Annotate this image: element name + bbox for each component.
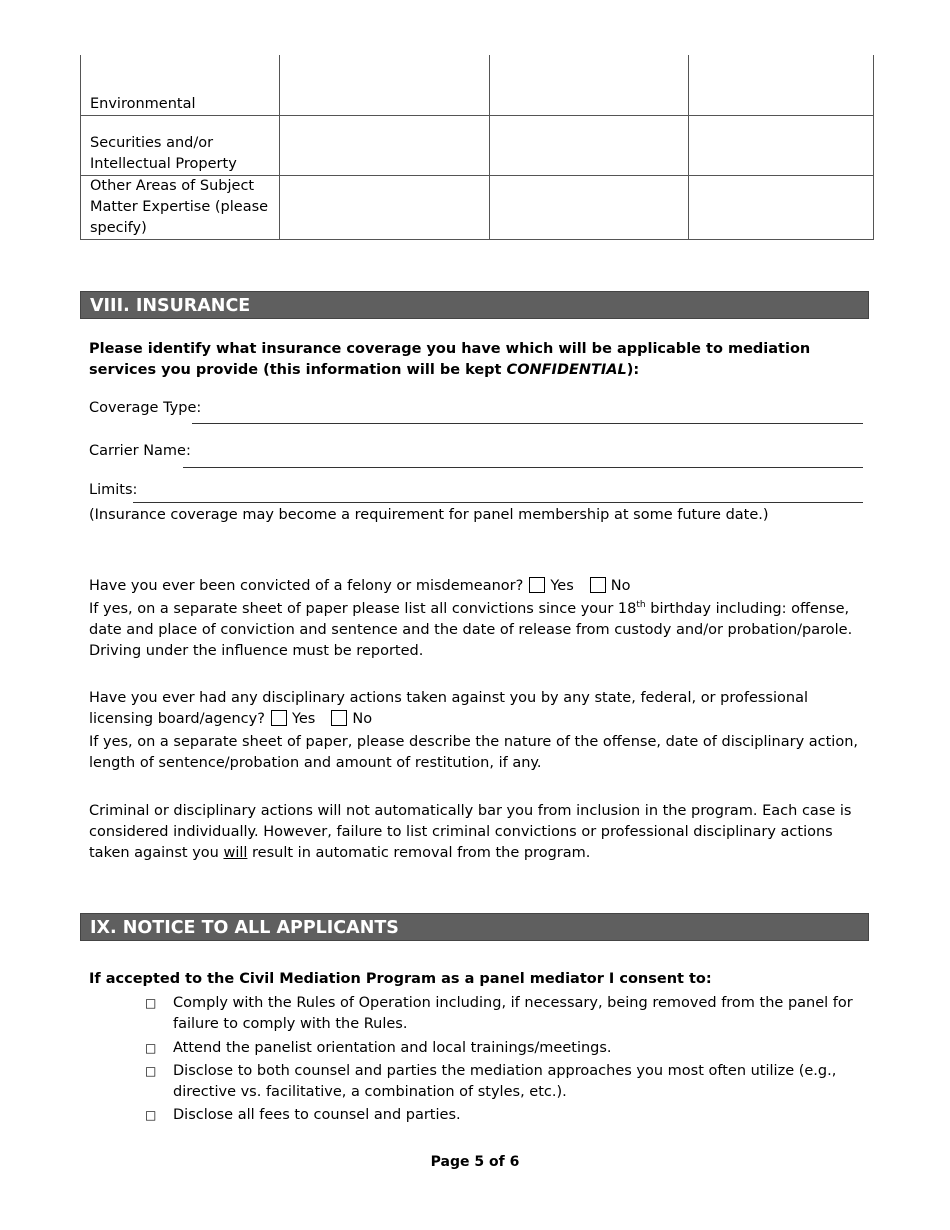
consent-item-text: Attend the panelist orientation and local trainings/meetings. — [173, 1040, 612, 1056]
table-cell[interactable] — [490, 55, 689, 116]
disciplinary-no-label: No — [352, 711, 373, 727]
table-cell[interactable] — [280, 55, 490, 116]
checkbox-bullet-icon: □ — [145, 1041, 157, 1055]
row-label-securities: Securities and/or Intellectual Property — [81, 116, 280, 176]
checkbox-bullet-icon: □ — [145, 1108, 157, 1122]
checkbox-bullet-icon: □ — [145, 1064, 157, 1078]
row-label-other-areas: Other Areas of Subject Matter Expertise (please specify) — [81, 176, 280, 240]
carrier-name-field[interactable] — [183, 467, 863, 468]
insurance-prompt-end: ): — [626, 362, 640, 378]
coverage-type-label: Coverage Type: — [89, 400, 202, 416]
consent-item-text: Disclose to both counsel and parties the mediation approaches you most often utilize (e.g., directive vs. facilitative, a combination of styles, etc.). — [173, 1063, 837, 1100]
page-number: Page 5 of 6 — [430, 1154, 520, 1170]
disciplinary-question: Have you ever had any disciplinary actions taken against you by any state, federal, or professional licensing board/agency? — [89, 690, 808, 727]
coverage-type-field[interactable] — [192, 423, 863, 424]
criminal-disciplinary-note — [89, 801, 864, 864]
criminal-note-text-end: result in automatic removal from the program. — [247, 845, 591, 861]
disciplinary-yes-label: Yes — [291, 711, 316, 727]
insurance-prompt — [89, 339, 864, 381]
subject-matter-expertise-table — [80, 55, 874, 240]
notice-section-heading: IX. NOTICE TO ALL APPLICANTS — [80, 913, 869, 941]
checkbox-bullet-icon: □ — [145, 996, 157, 1010]
row-label-environmental: Environmental — [81, 55, 280, 116]
disciplinary-no-checkbox[interactable] — [331, 710, 347, 726]
limits-field[interactable] — [133, 502, 863, 503]
table-row — [81, 176, 874, 240]
felony-yes-checkbox[interactable] — [529, 577, 545, 593]
felony-detail-text: If yes, on a separate sheet of paper please list all convictions since your 18 — [89, 601, 637, 617]
table-row — [81, 116, 874, 176]
felony-no-label: No — [610, 578, 631, 594]
criminal-note-underlined: will — [223, 845, 248, 861]
table-cell[interactable] — [280, 176, 490, 240]
disciplinary-question-row — [89, 688, 864, 730]
insurance-note: (Insurance coverage may become a requirement for panel membership at some future date.) — [89, 507, 769, 523]
felony-no-checkbox[interactable] — [590, 577, 606, 593]
table-cell[interactable] — [490, 176, 689, 240]
table-cell[interactable] — [689, 176, 874, 240]
ordinal-suffix: th — [636, 600, 646, 611]
table-cell[interactable] — [280, 116, 490, 176]
felony-detail — [89, 599, 864, 662]
notice-intro: If accepted to the Civil Mediation Program as a panel mediator I consent to: — [89, 971, 712, 987]
table-cell[interactable] — [490, 116, 689, 176]
confidential-emphasis: CONFIDENTIAL — [506, 362, 627, 378]
consent-item-text: Disclose all fees to counsel and parties. — [173, 1107, 461, 1123]
insurance-section-heading: VIII. INSURANCE — [80, 291, 869, 319]
carrier-name-label: Carrier Name: — [89, 443, 191, 459]
table-row — [81, 55, 874, 116]
consent-item-text: Comply with the Rules of Operation including, if necessary, being removed from the panel for failure to comply with the Rules. — [173, 995, 853, 1032]
felony-yes-label: Yes — [550, 578, 574, 594]
limits-label: Limits: — [89, 482, 138, 498]
criminal-note-text: Criminal or disciplinary actions will not automatically bar you from inclusion in the program. Each case is considered individually. However, failure to list criminal convictions or professional disciplinary actions taken against you — [89, 803, 852, 861]
table-cell[interactable] — [689, 116, 874, 176]
felony-question: Have you ever been convicted of a felony or misdemeanor? — [89, 578, 524, 594]
felony-question-row — [89, 576, 864, 597]
disciplinary-yes-checkbox[interactable] — [271, 710, 287, 726]
insurance-prompt-text: Please identify what insurance coverage you have which will be applicable to mediation services you provide (this information will be kept — [89, 341, 811, 378]
disciplinary-detail: If yes, on a separate sheet of paper, please describe the nature of the offense, date of disciplinary action, length of sentence/probation and amount of restitution, if any. — [89, 734, 859, 771]
felony-detail-text-cont: birthday including: offense, date and place of conviction and sentence and the date of release from custody and/or probation/parole. Driving under the influence must be reported. — [89, 601, 853, 659]
table-cell[interactable] — [689, 55, 874, 116]
